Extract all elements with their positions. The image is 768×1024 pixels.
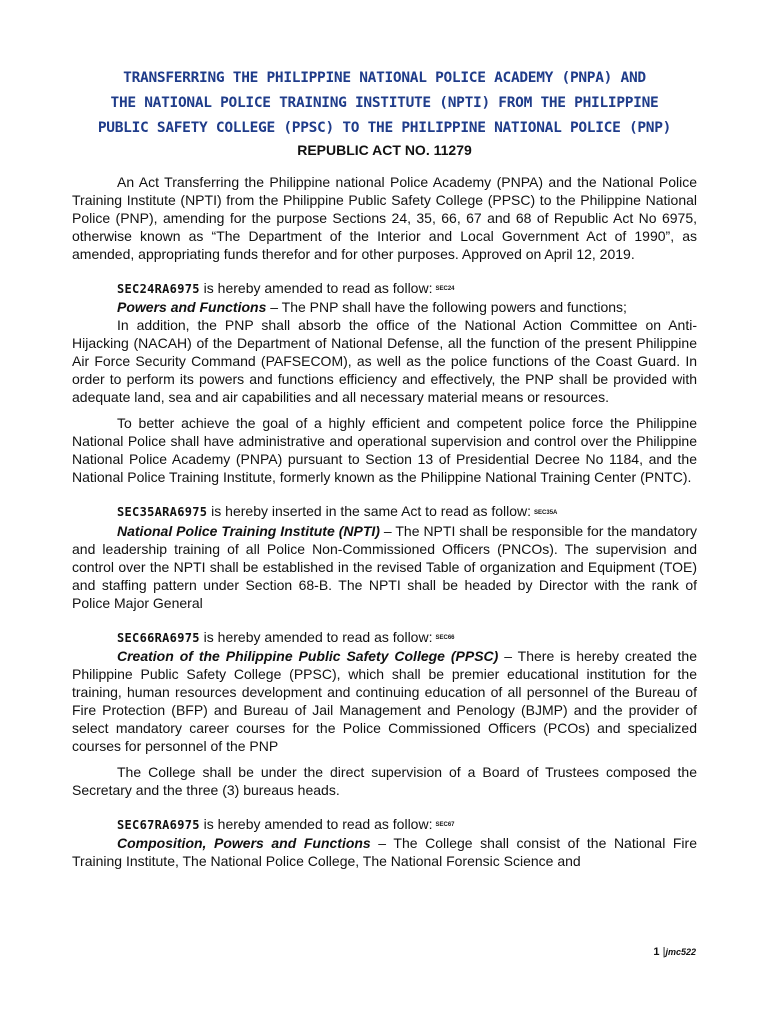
section-heading-rest: – The NPTI shall be responsible for the mandatory and leadership training of all Police Non-Commissioned Officers (PNCOs). The supervision and control over the NPTI shall be established in the revised Table of organization and Equipment (TOE) and staffing pattern under Section 68-B. The NPTI shall be headed by Director with the rank of Police Major General: [72, 522, 697, 611]
section-66-heading-paragraph: [72, 647, 697, 755]
section-67-heading-paragraph: [72, 834, 697, 870]
document-page: [72, 66, 697, 870]
section-code: SEC24RA6975: [117, 282, 200, 296]
footer-separator: |: [659, 946, 666, 958]
page-number: 1: [653, 946, 660, 958]
section-lead: is hereby inserted in the same Act to read as follow:: [207, 503, 532, 520]
section-heading: Powers and Functions: [117, 299, 267, 316]
section-24-heading-paragraph: [72, 298, 697, 316]
section-heading: Composition, Powers and Functions: [117, 835, 371, 852]
section-heading-rest: – The College shall consist of the National Fire Training Institute, The National Police College, The National Forensic Science and: [72, 835, 697, 870]
section-mark: SEC35A: [534, 509, 558, 516]
section-heading: Creation of the Philippine Public Safety College (PPSC): [117, 647, 499, 664]
section-mark: SEC66: [435, 634, 455, 641]
intro-paragraph: An Act Transferring the Philippine national Police Academy (PNPA) and the National Police Training Institute (NPTI) from the Philippine Public Safety College (PPSC) to the Philippine National Police (PNP), amending for the purpose Sections 24, 35, 66, 67 and 68 of Republic Act No 6975, otherwise known as “The Department of the Interior and Local Government Act of 1990”, as amended, appropriating funds therefor and for other purposes. Approved on April 12, 2019.: [72, 174, 697, 262]
document-title: [72, 66, 697, 141]
section-66-reference: [72, 628, 697, 647]
title-line-3: PUBLIC SAFETY COLLEGE (PPSC) TO THE PHILIPPINE NATIONAL POLICE (PNP): [97, 120, 672, 136]
section-mark: SEC67: [435, 822, 455, 829]
author-tag: jmc522: [665, 947, 696, 957]
section-35a-heading-paragraph: [72, 522, 697, 612]
section-code: SEC35ARA6975: [117, 505, 208, 520]
page-footer: [653, 946, 696, 958]
section-24-extra: To better achieve the goal of a highly efficient and competent police force the Philippine National Police shall have administrative and operational supervision and control over the Philippine National Police Academy (PNPA) pursuant to Section 13 of Presidential Decree No 1184, and the National Police Training Institute, formerly known as the Philippine National Training Center (PNTC).: [72, 415, 697, 486]
title-line-2: THE NATIONAL POLICE TRAINING INSTITUTE (NPTI) FROM THE PHILIPPINE: [110, 95, 659, 111]
section-24-body: In addition, the PNP shall absorb the office of the National Action Committee on Anti-Hijacking (NACAH) of the Department of National Defense, all the function of the present Philippine Air Force Security Command (PAFSECOM), as well as the police functions of the Coast Guard. In order to perform its powers and functions efficiency and effectively, the PNP shall be provided with adequate land, sea and air capabilities and all necessary material means or resources.: [72, 317, 697, 406]
title-line-1: TRANSFERRING THE PHILIPPINE NATIONAL POLICE ACADEMY (PNPA) AND: [123, 70, 646, 86]
section-lead: is hereby amended to read as follow:: [199, 280, 433, 296]
section-code: SEC67RA6975: [117, 817, 200, 832]
section-code: SEC66RA6975: [117, 630, 200, 645]
section-heading-rest: – There is hereby created the Philippine Public Safety College (PPSC), which shall be premier educational institution for the training, human resources development and continuing education of all personnel of the Bureau of Fire Protection (BFP) and Bureau of Jail Management and Penology (BJMP) and the provider of select mandatory career courses for the Police Commissioned Officers (PCOs) and specialized courses for personnel of the PNP: [72, 647, 697, 754]
section-lead: is hereby amended to read as follow:: [199, 628, 433, 645]
section-24-reference: [72, 279, 697, 298]
section-lead: is hereby amended to read as follow:: [199, 815, 433, 832]
section-67-reference: [72, 815, 697, 834]
section-heading-rest: – The PNP shall have the following powers and functions;: [266, 299, 627, 316]
section-35a-reference: [72, 502, 697, 521]
section-mark: SEC24: [435, 286, 455, 293]
section-heading: National Police Training Institute (NPTI): [117, 522, 380, 539]
section-66-extra: The College shall be under the direct supervision of a Board of Trustees composed the Secretary and the three (3) bureaus heads.: [72, 763, 697, 798]
republic-act-number: REPUBLIC ACT NO. 11279: [297, 142, 472, 158]
